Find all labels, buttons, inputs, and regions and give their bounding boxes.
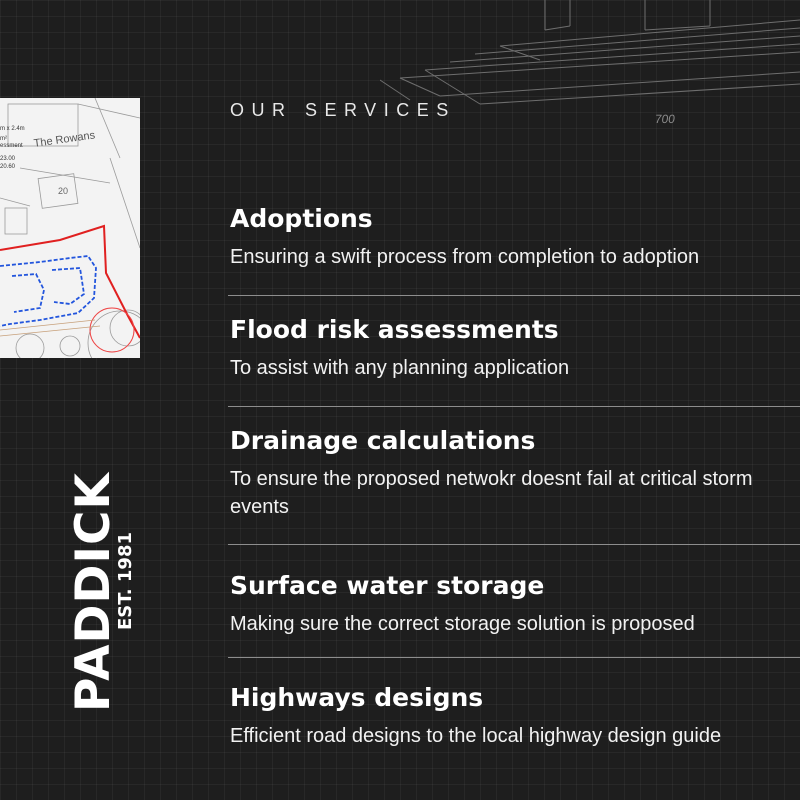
divider xyxy=(228,657,800,658)
service-description: Making sure the correct storage solution is proposed xyxy=(230,613,695,635)
plan-plot-label: 20 xyxy=(58,186,69,196)
plan-note: m x 2.4m xyxy=(0,126,25,132)
wireframe-dimension-label: 700 xyxy=(654,112,677,126)
service-item xyxy=(228,682,800,750)
plan-street-label: The Rowans xyxy=(33,129,96,150)
service-name: Adoptions xyxy=(230,204,373,233)
divider xyxy=(228,295,800,296)
divider xyxy=(228,406,800,407)
service-name: Surface water storage xyxy=(230,571,545,600)
service-name: Highways designs xyxy=(230,683,484,712)
service-description: To ensure the proposed netwokr doesnt fail at critical storm events xyxy=(230,468,753,518)
site-plan-image xyxy=(0,98,140,358)
brand-name: PADDICK xyxy=(66,472,121,712)
service-description: Efficient road designs to the local highway design guide xyxy=(230,725,722,747)
service-description: Ensuring a swift process from completion to adoption xyxy=(230,246,700,268)
plan-note: m² xyxy=(0,136,7,142)
plan-note: essment xyxy=(0,143,23,149)
brand-logo xyxy=(60,468,170,728)
service-item xyxy=(228,425,800,521)
plan-note: 20.60 xyxy=(0,164,16,170)
divider xyxy=(228,544,800,545)
service-item xyxy=(228,570,800,638)
service-name: Drainage calculations xyxy=(230,426,536,455)
service-description: To assist with any planning application xyxy=(230,357,570,379)
service-item xyxy=(228,314,800,382)
service-name: Flood risk assessments xyxy=(230,315,559,344)
service-item xyxy=(228,203,800,271)
plan-note: 23.00 xyxy=(0,156,16,162)
section-title: OUR SERVICES xyxy=(230,100,456,120)
brand-established: EST. 1981 xyxy=(115,531,136,630)
